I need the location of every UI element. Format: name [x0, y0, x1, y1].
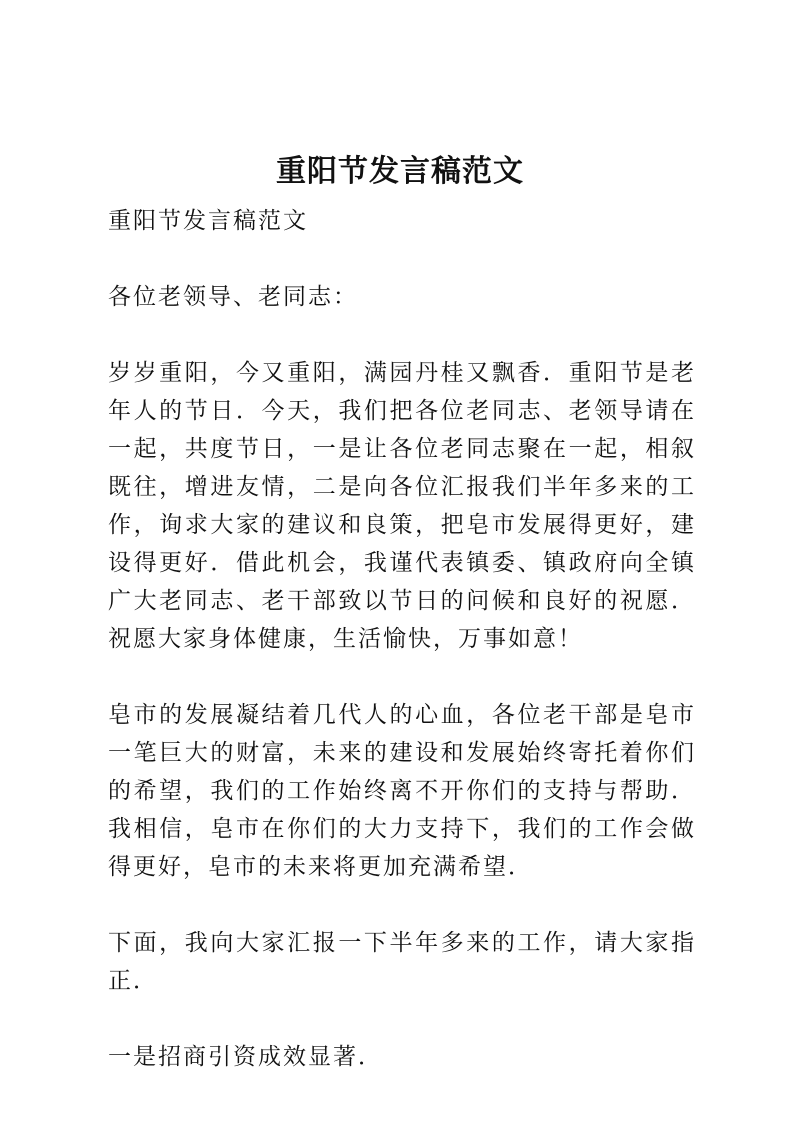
report-intro-paragraph: 下面，我向大家汇报一下半年多来的工作，请大家指正． [108, 930, 696, 994]
first-point-paragraph: 一是招商引资成效显著． [108, 1044, 383, 1070]
development-paragraph: 皂市的发展凝结着几代人的心血，各位老干部是皂市一笔巨大的财富，未来的建设和发展始终寄托着你们的希望，我们的工作始终离不开你们的支持与帮助．我相信，皂市在你们的大力支持下，我们的工作会做得更好，皂市的未来将更加充满希望． [108, 702, 696, 880]
subtitle-paragraph: 重阳节发言稿范文 [108, 208, 308, 234]
opening-paragraph: 岁岁重阳，今又重阳，满园丹桂又飘香．重阳节是老年人的节日．今天，我们把各位老同志、老领导请在一起，共度节日，一是让各位老同志聚在一起，相叙既往，增进友情，二是向各位汇报我们半年多来的工作，询求大家的建议和良策，把皂市发展得更好，建设得更好．借此机会，我谨代表镇委、镇政府向全镇广大老同志、老干部致以节日的问候和良好的祝愿．祝愿大家身体健康，生活愉快，万事如意！ [108, 360, 696, 652]
salutation-paragraph: 各位老领导、老同志： [108, 284, 358, 310]
document-body [108, 202, 696, 1114]
document-title: 重阳节发言稿范文 [276, 154, 524, 189]
